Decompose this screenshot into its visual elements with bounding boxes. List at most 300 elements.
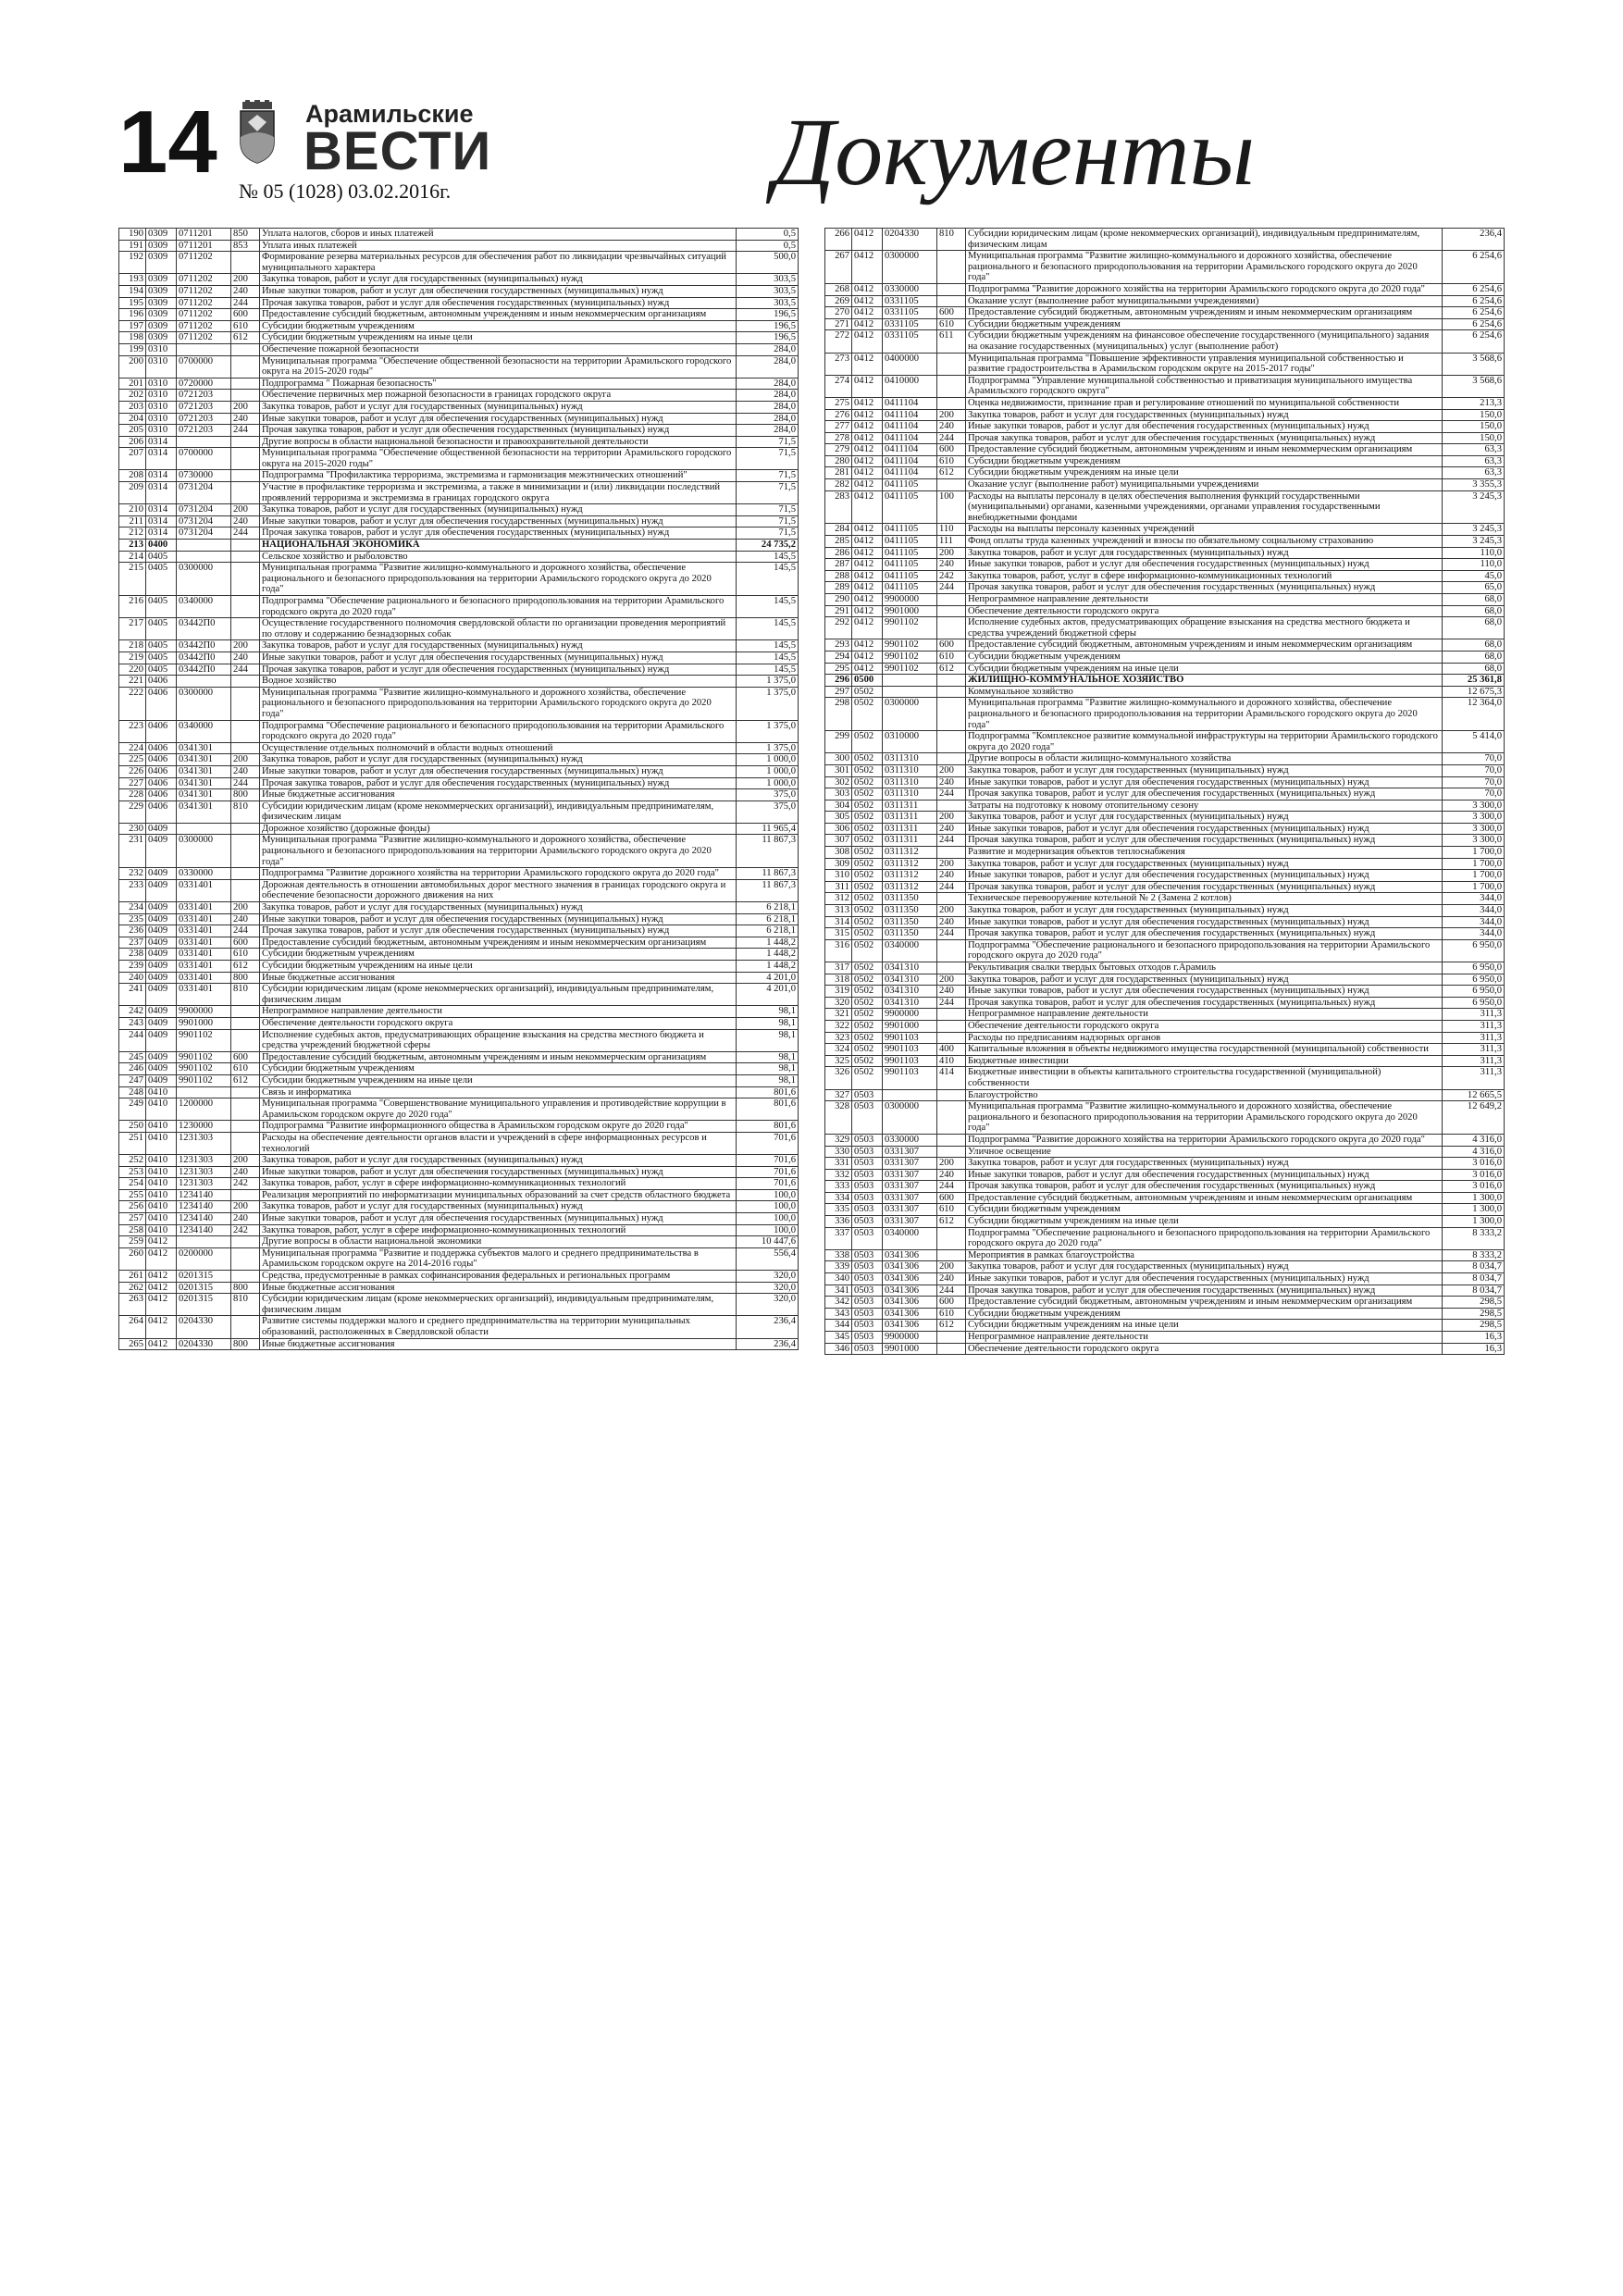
section-code: 0502 (852, 776, 883, 788)
expense-type-code (231, 1029, 260, 1051)
section-code: 0502 (852, 870, 883, 882)
section-code: 0409 (146, 937, 177, 949)
target-article-code: 0341306 (883, 1273, 937, 1285)
row-number: 195 (119, 297, 146, 309)
table-row (825, 675, 1505, 687)
expense-type-code: 600 (231, 1051, 260, 1063)
expense-type-code: 600 (937, 639, 966, 652)
table-row (119, 902, 799, 914)
target-article-code: 0311312 (883, 858, 937, 870)
expense-type-code: 240 (937, 986, 966, 998)
row-number: 329 (825, 1134, 852, 1146)
expense-description: Непрограммное направление деятельности (966, 594, 1443, 606)
table-row (825, 928, 1505, 940)
expense-description: Субсидии бюджетным учреждениям (966, 1308, 1443, 1320)
expense-type-code: 850 (231, 229, 260, 241)
row-number: 191 (119, 240, 146, 252)
target-article-code: 9901103 (883, 1055, 937, 1067)
section-code: 0410 (146, 1132, 177, 1154)
table-row (119, 470, 799, 482)
table-row (825, 962, 1505, 974)
section-code: 0412 (852, 559, 883, 571)
target-article-code: 0204330 (177, 1338, 231, 1350)
section-code: 0503 (852, 1261, 883, 1273)
page-header (118, 93, 1506, 217)
amount: 71,5 (737, 515, 799, 527)
row-number: 210 (119, 504, 146, 516)
amount: 1 700,0 (1443, 870, 1505, 882)
table-row (119, 540, 799, 552)
expense-type-code: 853 (231, 240, 260, 252)
section-code: 0406 (146, 720, 177, 742)
table-row (119, 664, 799, 676)
expense-description: Субсидии юридическим лицам (кроме некоммерческих организаций), индивидуальным предпринимателям, физическим лицам (260, 1294, 737, 1316)
table-row (119, 413, 799, 425)
amount: 6 950,0 (1443, 997, 1505, 1009)
section-code: 0412 (852, 455, 883, 467)
table-row (119, 765, 799, 777)
expense-description: Иные закупки товаров, работ и услуг для обеспечения государственных (муниципальных) нужд (966, 870, 1443, 882)
expense-description: Реализация мероприятий по информатизации муниципальных образований за счет средств областного бюджета (260, 1189, 737, 1201)
target-article-code: 0331307 (883, 1216, 937, 1228)
target-article-code: 0411105 (883, 490, 937, 524)
expense-type-code: 244 (231, 777, 260, 789)
expense-type-code: 200 (937, 858, 966, 870)
row-number: 297 (825, 686, 852, 698)
table-row (825, 812, 1505, 824)
amount: 196,5 (737, 320, 799, 332)
target-article-code: 0731204 (177, 482, 231, 504)
expense-description: Муниципальная программа "Развитие жилищно-коммунального и дорожного хозяйства, обеспечение рационального и безопасного природопользования на территории Арамильского городского округа до 2020 года" (260, 563, 737, 596)
row-number: 267 (825, 251, 852, 284)
expense-type-code: 244 (231, 664, 260, 676)
row-number: 245 (119, 1051, 146, 1063)
expense-description: НАЦИОНАЛЬНАЯ ЭКОНОМИКА (260, 540, 737, 552)
section-code: 0406 (146, 789, 177, 801)
table-row (119, 823, 799, 835)
amount: 1 700,0 (1443, 847, 1505, 859)
expense-type-code: 810 (231, 800, 260, 823)
expense-description: Закупка товаров, работ и услуг для государственных (муниципальных) нужд (966, 858, 1443, 870)
target-article-code: 0341306 (883, 1261, 937, 1273)
expense-description: Подпрограмма "Комплексное развитие коммунальной инфраструктуры на территории Арамильского городского округа до 2020 года" (966, 731, 1443, 753)
target-article-code: 0711201 (177, 229, 231, 241)
target-article-code: 0340000 (883, 939, 937, 962)
section-code: 0310 (146, 343, 177, 355)
expense-type-code (937, 617, 966, 639)
issue-number-date: № 05 (1028) 03.02.2016г. (239, 180, 452, 203)
amount: 8 034,7 (1443, 1273, 1505, 1285)
table-row (825, 823, 1505, 835)
amount: 6 254,6 (1443, 283, 1505, 295)
section-code: 0409 (146, 961, 177, 973)
expense-description: Субсидии бюджетным учреждениям на иные цели (966, 1320, 1443, 1332)
table-row (825, 1343, 1505, 1355)
amount: 6 218,1 (737, 925, 799, 937)
amount: 320,0 (737, 1282, 799, 1294)
table-row (119, 1098, 799, 1121)
expense-description: Предоставление субсидий бюджетным, автономным учреждениям и иным некоммерческим организациям (260, 309, 737, 321)
amount: 145,5 (737, 596, 799, 618)
amount: 701,6 (737, 1132, 799, 1154)
section-code: 0310 (146, 425, 177, 437)
section-code: 0503 (852, 1146, 883, 1158)
section-code: 0502 (852, 788, 883, 800)
expense-type-code: 600 (231, 937, 260, 949)
table-row (825, 731, 1505, 753)
expense-description: Закупка товаров, работ и услуг для государственных (муниципальных) нужд (260, 902, 737, 914)
amount: 6 950,0 (1443, 974, 1505, 986)
amount: 284,0 (737, 401, 799, 413)
table-row (825, 536, 1505, 548)
expense-type-code: 612 (231, 961, 260, 973)
expense-type-code (231, 1236, 260, 1248)
expense-description: Иные закупки товаров, работ и услуг для обеспечения государственных (муниципальных) нужд (966, 421, 1443, 433)
row-number: 209 (119, 482, 146, 504)
section-code: 0410 (146, 1121, 177, 1133)
expense-description: Подпрограмма "Обеспечение рационального и безопасного природопользования на территории Арамильского городского округа до 2020 года" (966, 1227, 1443, 1249)
table-row (119, 448, 799, 470)
amount: 100,0 (737, 1213, 799, 1225)
expense-description: Субсидии бюджетным учреждениям (260, 949, 737, 961)
expense-description: Субсидии юридическим лицам (кроме некоммерческих организаций), индивидуальным предпринимателям, физическим лицам (260, 800, 737, 823)
target-article-code: 0311350 (883, 928, 937, 940)
target-article-code: 0411105 (883, 570, 937, 582)
table-row (825, 479, 1505, 491)
table-row (119, 913, 799, 925)
expense-description: Закупка товаров, работ и услуг для государственных (муниципальных) нужд (260, 754, 737, 766)
section-code: 0503 (852, 1169, 883, 1181)
target-article-code: 0311310 (883, 788, 937, 800)
target-article-code: 0411105 (883, 547, 937, 559)
row-number: 311 (825, 881, 852, 893)
expense-description: Прочая закупка товаров, работ и услуг для обеспечения государственных (муниципальных) нужд (260, 425, 737, 437)
expense-description: Закупка товаров, работ и услуг для государственных (муниципальных) нужд (966, 409, 1443, 421)
target-article-code: 0331307 (883, 1169, 937, 1181)
amount: 8 333,2 (1443, 1227, 1505, 1249)
target-article-code (177, 540, 231, 552)
section-code: 0409 (146, 1074, 177, 1086)
amount: 298,5 (1443, 1320, 1505, 1332)
expense-type-code: 200 (231, 401, 260, 413)
amount: 150,0 (1443, 409, 1505, 421)
expense-description: Муниципальная программа "Развитие жилищно-коммунального и дорожного хозяйства, обеспечение рационального и безопасного природопользования на территории Арамильского городского округа до 2020 года" (260, 687, 737, 720)
row-number: 322 (825, 1020, 852, 1032)
row-number: 300 (825, 753, 852, 765)
row-number: 236 (119, 925, 146, 937)
target-article-code (177, 343, 231, 355)
section-code: 0503 (852, 1320, 883, 1332)
amount: 298,5 (1443, 1308, 1505, 1320)
section-code: 0412 (852, 639, 883, 652)
table-row (119, 378, 799, 390)
table-row (119, 1166, 799, 1178)
row-number: 278 (825, 432, 852, 444)
target-article-code: 0311312 (883, 881, 937, 893)
amount: 311,3 (1443, 1020, 1505, 1032)
target-article-code: 0200000 (177, 1247, 231, 1270)
amount: 6 218,1 (737, 902, 799, 914)
table-row (825, 1308, 1505, 1320)
target-article-code: 0411105 (883, 479, 937, 491)
expense-description: Непрограммное направление деятельности (966, 1009, 1443, 1021)
target-article-code: 0341310 (883, 986, 937, 998)
amount: 63,3 (1443, 444, 1505, 456)
expense-description: Расходы на выплаты персоналу в целях обеспечения выполнения функций государственными (муниципальными) органами, казенными учреждениями, органами управления государственными внебюджетными фондами (966, 490, 1443, 524)
expense-type-code: 610 (937, 318, 966, 330)
row-number: 290 (825, 594, 852, 606)
row-number: 292 (825, 617, 852, 639)
table-row (119, 1051, 799, 1063)
section-code: 0412 (852, 251, 883, 284)
table-row (825, 663, 1505, 675)
section-code: 0410 (146, 1166, 177, 1178)
target-article-code: 0341306 (883, 1320, 937, 1332)
expense-type-code: 610 (231, 949, 260, 961)
row-number: 240 (119, 972, 146, 984)
table-row (119, 1074, 799, 1086)
expense-type-code: 612 (231, 1074, 260, 1086)
table-row (119, 240, 799, 252)
row-number: 333 (825, 1181, 852, 1193)
row-number: 302 (825, 776, 852, 788)
row-number: 224 (119, 742, 146, 754)
table-row (119, 1121, 799, 1133)
target-article-code: 0700000 (177, 355, 231, 378)
expense-description: Закупка товаров, работ, услуг в сфере информационно-коммуникационных технологий (260, 1178, 737, 1190)
target-article-code: 0411104 (883, 455, 937, 467)
expense-type-code (937, 753, 966, 765)
expense-type-code: 240 (231, 413, 260, 425)
expense-description: Прочая закупка товаров, работ и услуг для обеспечения государственных (муниципальных) нужд (966, 432, 1443, 444)
amount: 701,6 (737, 1178, 799, 1190)
section-code: 0502 (852, 939, 883, 962)
expense-type-code: 200 (937, 1158, 966, 1170)
target-article-code: 1231303 (177, 1155, 231, 1167)
amount: 98,1 (737, 1074, 799, 1086)
section-code: 0314 (146, 470, 177, 482)
target-article-code: 0341306 (883, 1297, 937, 1309)
table-row (825, 639, 1505, 652)
section-code: 0409 (146, 984, 177, 1006)
target-article-code: 0721203 (177, 425, 231, 437)
table-row (825, 559, 1505, 571)
expense-type-code: 200 (231, 504, 260, 516)
table-row (825, 847, 1505, 859)
target-article-code: 0700000 (177, 448, 231, 470)
expense-type-code: 612 (937, 1320, 966, 1332)
table-row (119, 949, 799, 961)
target-article-code: 0204330 (177, 1316, 231, 1338)
section-code: 0409 (146, 1017, 177, 1029)
expense-type-code: 610 (937, 1308, 966, 1320)
section-code: 0309 (146, 240, 177, 252)
expense-description: Субсидии бюджетным учреждениям на иные цели (260, 332, 737, 344)
target-article-code (883, 686, 937, 698)
amount: 63,3 (1443, 467, 1505, 479)
row-number: 342 (825, 1297, 852, 1309)
row-number: 251 (119, 1132, 146, 1154)
row-number: 271 (825, 318, 852, 330)
section-code: 0309 (146, 309, 177, 321)
row-number: 190 (119, 229, 146, 241)
expense-type-code (937, 1227, 966, 1249)
expense-description: Прочая закупка товаров, работ и услуг для обеспечения государственных (муниципальных) нужд (966, 835, 1443, 847)
amount: 70,0 (1443, 764, 1505, 776)
section-code: 0502 (852, 764, 883, 776)
expense-type-code (231, 436, 260, 448)
expense-description: Иные бюджетные ассигнования (260, 789, 737, 801)
row-number: 225 (119, 754, 146, 766)
table-row (825, 594, 1505, 606)
amount: 6 254,6 (1443, 295, 1505, 307)
section-code: 0309 (146, 285, 177, 297)
expense-description: Непрограммное направление деятельности (260, 1006, 737, 1018)
section-code: 0502 (852, 731, 883, 753)
expense-description: Закупка товаров, работ и услуг для государственных (муниципальных) нужд (966, 1158, 1443, 1170)
expense-description: Субсидии бюджетным учреждениям на финансовое обеспечение государственного (муниципального) задания на оказание государственных (муниципальных) услуг (выполнение работ) (966, 330, 1443, 353)
row-number: 259 (119, 1236, 146, 1248)
row-number: 192 (119, 252, 146, 274)
row-number: 282 (825, 479, 852, 491)
expense-type-code: 244 (231, 925, 260, 937)
target-article-code: 0201315 (177, 1294, 231, 1316)
target-article-code (177, 551, 231, 563)
row-number: 255 (119, 1189, 146, 1201)
target-article-code: 9901000 (883, 1343, 937, 1355)
section-code: 0502 (852, 835, 883, 847)
row-number: 280 (825, 455, 852, 467)
amount: 1 300,0 (1443, 1204, 1505, 1216)
target-article-code: 1231303 (177, 1178, 231, 1190)
expense-type-code: 200 (231, 274, 260, 286)
section-code: 0314 (146, 515, 177, 527)
table-row (119, 229, 799, 241)
section-code: 0503 (852, 1216, 883, 1228)
section-code: 0412 (146, 1338, 177, 1350)
row-number: 196 (119, 309, 146, 321)
target-article-code: 0721203 (177, 413, 231, 425)
expense-description: Прочая закупка товаров, работ и услуг для обеспечения государственных (муниципальных) нужд (260, 297, 737, 309)
amount: 284,0 (737, 413, 799, 425)
table-row (825, 432, 1505, 444)
row-number: 253 (119, 1166, 146, 1178)
row-number: 221 (119, 676, 146, 688)
expense-description: Иные закупки товаров, работ и услуг для обеспечения государственных (муниципальных) нужд (966, 1169, 1443, 1181)
section-code: 0406 (146, 687, 177, 720)
expense-description: Подпрограмма "Управление муниципальной собственностью и приватизация муниципального имущества Арамильского городского округа" (966, 375, 1443, 397)
section-code: 0409 (146, 879, 177, 901)
amount: 68,0 (1443, 605, 1505, 617)
target-article-code: 0330000 (883, 283, 937, 295)
expense-type-code: 244 (937, 788, 966, 800)
target-article-code: 0341301 (177, 754, 231, 766)
row-number: 231 (119, 835, 146, 868)
section-code: 0409 (146, 902, 177, 914)
expense-description: Субсидии бюджетным учреждениям на иные цели (260, 961, 737, 973)
row-number: 234 (119, 902, 146, 914)
row-number: 306 (825, 823, 852, 835)
target-article-code: 9901102 (883, 639, 937, 652)
expense-type-code (937, 295, 966, 307)
target-article-code: 03442П0 (177, 618, 231, 640)
expense-description: Муниципальная программа "Развитие и поддержка субъектов малого и среднего предпринимательства в Арамильском городском округе на 2014-2016 годы" (260, 1247, 737, 1270)
expense-type-code (231, 1086, 260, 1098)
expense-description: Обеспечение первичных мер пожарной безопасности в границах городского округа (260, 390, 737, 402)
expense-description: Подпрограмма "Развитие дорожного хозяйства на территории Арамильского городского округа до 2020 года" (966, 283, 1443, 295)
target-article-code: 0310000 (883, 731, 937, 753)
table-row (119, 1213, 799, 1225)
table-row (119, 652, 799, 664)
amount: 3 245,3 (1443, 490, 1505, 524)
expense-description: Иные закупки товаров, работ и услуг для обеспечения государственных (муниципальных) нужд (966, 823, 1443, 835)
expense-description: Иные бюджетные ассигнования (260, 1282, 737, 1294)
section-code: 0503 (852, 1158, 883, 1170)
amount: 4 316,0 (1443, 1134, 1505, 1146)
expense-type-code (231, 676, 260, 688)
section-code: 0503 (852, 1343, 883, 1355)
section-code: 0502 (852, 974, 883, 986)
target-article-code: 0711202 (177, 252, 231, 274)
expense-description: Дорожная деятельность в отношении автомобильных дорог местного значения в границах городского округа и обеспечение безопасности дорожного движения на них (260, 879, 737, 901)
target-article-code: 0410000 (883, 375, 937, 397)
expense-type-code (937, 698, 966, 731)
section-code: 0409 (146, 823, 177, 835)
expense-description: Иные закупки товаров, работ и услуг для обеспечения государственных (муниципальных) нужд (966, 559, 1443, 571)
table-row (119, 618, 799, 640)
table-row (119, 355, 799, 378)
amount: 6 950,0 (1443, 986, 1505, 998)
amount: 1 000,0 (737, 754, 799, 766)
row-number: 261 (119, 1271, 146, 1283)
expense-type-code: 244 (231, 297, 260, 309)
expense-description: Водное хозяйство (260, 676, 737, 688)
table-row (119, 800, 799, 823)
expense-description: Оказание услуг (выполнение работ) муниципальными учреждениями (966, 479, 1443, 491)
expense-description: Закупка товаров, работ и услуг для государственных (муниципальных) нужд (260, 274, 737, 286)
amount: 284,0 (737, 378, 799, 390)
expense-description: Закупка товаров, работ и услуг для государственных (муниципальных) нужд (966, 905, 1443, 917)
target-article-code: 0331401 (177, 902, 231, 914)
expense-description: Иные закупки товаров, работ и услуг для обеспечения государственных (муниципальных) нужд (260, 515, 737, 527)
section-code: 0309 (146, 229, 177, 241)
target-article-code: 0300000 (883, 251, 937, 284)
expense-description: Подпрограмма "Обеспечение рационального и безопасного природопользования на территории Арамильского городского округа до 2020 года" (966, 939, 1443, 962)
expense-type-code: 240 (231, 515, 260, 527)
target-article-code: 9901102 (177, 1051, 231, 1063)
section-code: 0405 (146, 618, 177, 640)
target-article-code: 0411104 (883, 444, 937, 456)
expense-description: Субсидии юридическим лицам (кроме некоммерческих организаций), индивидуальным предпринимателям, физическим лицам (260, 984, 737, 1006)
amount: 16,3 (1443, 1332, 1505, 1344)
amount: 1 300,0 (1443, 1216, 1505, 1228)
expense-description: Закупка товаров, работ, услуг в сфере информационно-коммуникационных технологий (260, 1224, 737, 1236)
expense-type-code (937, 375, 966, 397)
row-number: 299 (825, 731, 852, 753)
row-number: 316 (825, 939, 852, 962)
row-number: 319 (825, 986, 852, 998)
section-code: 0409 (146, 1051, 177, 1063)
row-number: 198 (119, 332, 146, 344)
section-code: 0405 (146, 652, 177, 664)
target-article-code: 0331307 (883, 1158, 937, 1170)
target-article-code: 9901102 (883, 651, 937, 663)
amount: 25 361,8 (1443, 675, 1505, 687)
row-number: 293 (825, 639, 852, 652)
table-row (825, 788, 1505, 800)
expense-type-code: 200 (937, 409, 966, 421)
expense-type-code: 610 (937, 1204, 966, 1216)
